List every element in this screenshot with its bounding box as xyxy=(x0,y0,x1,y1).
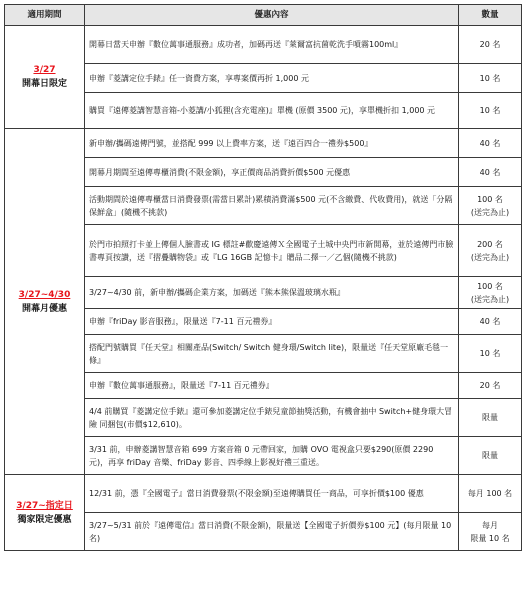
period-date: 3/27~4/30 xyxy=(18,289,71,300)
period-label: 開幕日限定 xyxy=(21,79,67,89)
offer-content: 12/31 前，憑『全國電子』當日消費發票(不限金額)至遠傳購買任一商品，可享折價$100 優惠 xyxy=(85,475,459,513)
header-period: 適用期間 xyxy=(5,5,85,26)
offer-quantity: 每月 100 名 xyxy=(459,475,522,513)
period-cell-exclusive xyxy=(5,475,85,551)
offer-content: 4/4 前購買『菱講定位手錶』還可參加菱講定位手錶兒童節抽獎活動，有機會抽中 Switch+健身環大冒險 同捆包(市價$12,610)。 xyxy=(85,399,459,437)
period-cell-opening-month xyxy=(5,129,85,475)
offer-content: 新申辦/攜碼遠傳門號，並搭配 999 以上費率方案，送『遠百四合一禮券$500』 xyxy=(85,129,459,158)
table-header-row xyxy=(5,5,522,26)
offer-quantity: 限量 xyxy=(459,399,522,437)
offer-content: 申辦『friDay 影音服務』，限量送『7-11 百元禮券』 xyxy=(85,309,459,335)
offer-quantity: 40 名 xyxy=(459,129,522,158)
offer-content: 申辦『數位萬事通服務』，限量送『7-11 百元禮券』 xyxy=(85,373,459,399)
offer-quantity: 10 名 xyxy=(459,64,522,93)
period-date: 3/27 xyxy=(33,65,56,75)
period-label: 獨家限定優惠 xyxy=(17,514,72,525)
offer-content: 開幕日當天申辦『數位萬事通服務』成功者，加碼再送『萊爾富抗菌乾洗手噴霧100ml』 xyxy=(85,26,459,64)
period-date: 3/27~指定日 xyxy=(16,500,73,511)
offer-quantity: 200 名 (送完為止) xyxy=(459,225,522,277)
promotion-table xyxy=(4,4,522,551)
offer-quantity: 40 名 xyxy=(459,309,522,335)
offer-content: 3/27~4/30 前，新申辦/攜碼企業方案，加碼送『熊本熊保溫玻璃水瓶』 xyxy=(85,277,459,309)
offer-quantity: 限量 xyxy=(459,437,522,475)
offer-quantity: 每月 限量 10 名 xyxy=(459,513,522,551)
period-cell-opening-day xyxy=(5,26,85,129)
offer-content: 於門市拍照打卡並上傳個人臉書或 IG 標註#歡慶遠傳Ｘ全國電子土城中央門市新開幕，並於遠傳門市臉書專頁按讚，送『摺疊購物袋』或『LG 16GB 記憶卡』贈品二擇一／乙個(隨機不挑款) xyxy=(85,225,459,277)
header-content: 優惠內容 xyxy=(85,5,459,26)
table-row xyxy=(5,129,522,158)
period-label: 開幕月優惠 xyxy=(21,303,67,314)
offer-quantity: 10 名 xyxy=(459,335,522,373)
offer-content: 搭配門號購買『任天堂』相關產品(Switch/ Switch 健身環/Switch lite)，限量送『任天堂原廠毛毯一條』 xyxy=(85,335,459,373)
offer-quantity: 40 名 xyxy=(459,158,522,187)
offer-content: 3/27~5/31 前於『遠傳電信』當日消費(不限金額)，限量送【全國電子折價券$100 元】(每月限量 10 名) xyxy=(85,513,459,551)
offer-content: 購買『遠傳菱講智慧音箱-小菱講/小狐狸(含充電座)』單機 (原價 3500 元)，享單機折扣 1,000 元 xyxy=(85,93,459,129)
offer-quantity: 100 名 (送完為止) xyxy=(459,277,522,309)
header-quantity: 數量 xyxy=(459,5,522,26)
offer-quantity: 20 名 xyxy=(459,373,522,399)
offer-content: 活動期間於遠傳專櫃當日消費發票(需當日累計)累積消費滿$500 元(不含繳費、代收費用)，就送「分隔保鮮盒」(隨機不挑款) xyxy=(85,187,459,225)
table-row xyxy=(5,26,522,64)
offer-content: 3/31 前，申辦菱講智慧音箱 699 方案音箱 0 元帶回家，加購 OVO 電視盒只要$290(原價 2290 元)，再享 friDay 音樂、friDay 影音、四季線上影視好禮三重送。 xyxy=(85,437,459,475)
offer-quantity: 10 名 xyxy=(459,93,522,129)
offer-content: 申辦『菱講定位手錶』任一資費方案，享專案價再折 1,000 元 xyxy=(85,64,459,93)
offer-quantity: 100 名 (送完為止) xyxy=(459,187,522,225)
table-row xyxy=(5,475,522,513)
offer-content: 開幕月期間至遠傳專櫃消費(不限金額)，享正價商品消費折價$500 元優惠 xyxy=(85,158,459,187)
offer-quantity: 20 名 xyxy=(459,26,522,64)
